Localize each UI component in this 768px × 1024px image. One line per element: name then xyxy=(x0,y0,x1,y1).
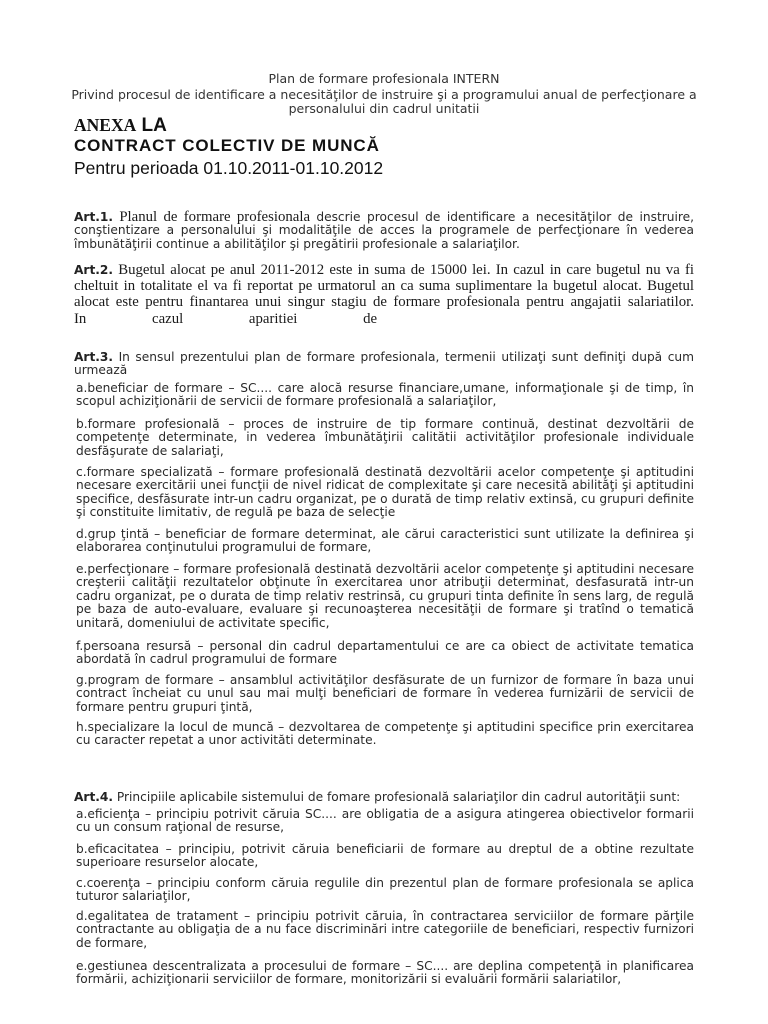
article-text: descrie procesul de identificare a necesităţilor de instruire, conştientizare a personalului şi modalităţile de acces la programele de perfecţionare în vederea îmbunătăţirii continue a abilităţilor şi pregătirii profesionale a salariaţilor. xyxy=(74,210,694,251)
article-3 xyxy=(74,351,694,378)
annex-word: ANEXA xyxy=(74,115,137,135)
article-number: Art.2. xyxy=(74,263,114,277)
list-item: e.perfecţionare – formare profesională destinată dezvoltării acelor competenţe şi aptitudini necesare creşterii calităţii rezultatelor obţinute în exercitarea unor atribuţii determinat, desfasurată intr-un cadru organizat, pe o durata de timp relativ restrinsă, cu grupuri tinta definite în sens larg, de regulă pe baza de auto-evaluare, evaluare şi recunoaşterea necesităţii de formare şi tratînd o tematică unitară, domeniului de activitate specific, xyxy=(76,562,694,630)
annex-heading xyxy=(74,115,167,137)
list-item: f.persoana resursă – personal din cadrul departamentului ce are ca obiect de activitate tematica abordată în cadrul programului de formare xyxy=(76,639,694,667)
article-tail: In cazul aparitiei de xyxy=(74,310,378,327)
article-4 xyxy=(74,791,694,804)
header-title: Plan de formare profesionala INTERN xyxy=(268,71,500,86)
list-item: a.eficienţa – principiu potrivit căruia SC.... are obligatia de a asigura atingerea obiectivelor formarii cu un consum raţional de resurse, xyxy=(76,807,694,835)
list-item: a.beneficiar de formare – SC.... care alocă resurse financiare,umane, informaţionale şi de timp, în scopul achiziţionării de servicii de formare profesională a salariaţilor, xyxy=(76,381,694,409)
article-2 xyxy=(74,262,694,327)
article-number: Art.1. xyxy=(74,210,114,224)
header-subtitle-cont: personalului din cadrul unitatii xyxy=(288,101,480,116)
list-item: b.eficacitatea – principiu, potrivit căruia beneficiarii de formare au dreptul de a obtine rezultate superioare resurselor alocate, xyxy=(76,842,694,870)
list-item: e.gestiunea descentralizata a procesului de formare – SC.... are deplina competenţă in planificarea formării, achiziţionarii serviciilor de formare, monitorizării si evaluării formării salariatilor, xyxy=(76,959,694,987)
list-item: g.program de formare – ansamblul activităţilor desfăsurate de un furnizor de formare în baza unui contract încheiat cu unul sau mai mulţi beneficiari de formare în vederea furnizării de servicii de formare pentru grupuri ţintă, xyxy=(76,673,694,714)
article-intro: Principiile aplicabile sistemului de fomare profesională salariaţilor din cadrul autorităţii sunt: xyxy=(113,790,681,804)
article-number: Art.4. xyxy=(74,790,114,804)
list-item: c.formare specializată – formare profesională destinată dezvoltării acelor competenţe şi aptitudini necesare exercitării unei funcţii de nivel ridicat de complexitate şi care necesită abilităţi şi aptitudini specifice, desfăsurate intr-un cadru organizat, pe o durată de timp relativ extinsă, cu grupuri definite şi constituite limitativ, de regulă pe baza de selecţie xyxy=(76,465,694,520)
article-1 xyxy=(74,211,694,251)
contract-heading: CONTRACT COLECTIV DE MUNCĂ xyxy=(74,136,380,155)
list-item: d.egalitatea de tratament – principiu potrivit căruia, în contractarea serviciilor de formare părţile contractante au obligaţia de a nu face discriminări intre categoriile de beneficiari, respectiv furnizori de formare, xyxy=(76,909,694,950)
article-number: Art.3. xyxy=(74,350,114,364)
list-item: c.coerenţa – principiu conform căruia regulile din prezentul plan de formare profesionala se aplica tuturor salariaţilor, xyxy=(76,876,694,904)
header-subtitle: Privind procesul de identificare a necesităţilor de instruire şi a programului anual de perfecţionare a xyxy=(71,87,697,102)
list-item: d.grup ţintă – beneficiar de formare determinat, ale cărui caracteristici sunt utilizate la definirea şi elaborarea conţinutului programului de formare, xyxy=(76,527,694,555)
article-intro: In sensul prezentului plan de formare profesionala, termenii utilizaţi sunt definiţi după cum urmează xyxy=(74,350,694,378)
article-lead: Planul de formare profesionala xyxy=(113,209,317,225)
list-item: b.formare profesională – proces de instruire de tip formare continuă, destinat dezvoltării de competenţe determinate, in vederea îmbunătăţirii calitătii activităţilor profesionale individuale desfăşurate de salariaţi, xyxy=(76,417,694,458)
list-item: h.specializare la locul de muncă – dezvoltarea de competenţe şi aptitudini specifice prin exercitarea cu caracter repetat a unor activităti determinate. xyxy=(76,720,694,748)
article-text: Bugetul alocat pe anul 2011-2012 este in suma de 15000 lei. In cazul in care bugetul nu va fi cheltuit in totalitate el va fi reportat pe urmatorul an ca suma suplimentare la bugetul alocat. Bugetul alocat este pentru finantarea unui singur stagiu de formare profesionala pentru angajatii salariatilor. xyxy=(74,262,694,311)
period-heading: Pentru perioada 01.10.2011-01.10.2012 xyxy=(74,158,384,178)
annex-la: LA xyxy=(136,115,167,136)
